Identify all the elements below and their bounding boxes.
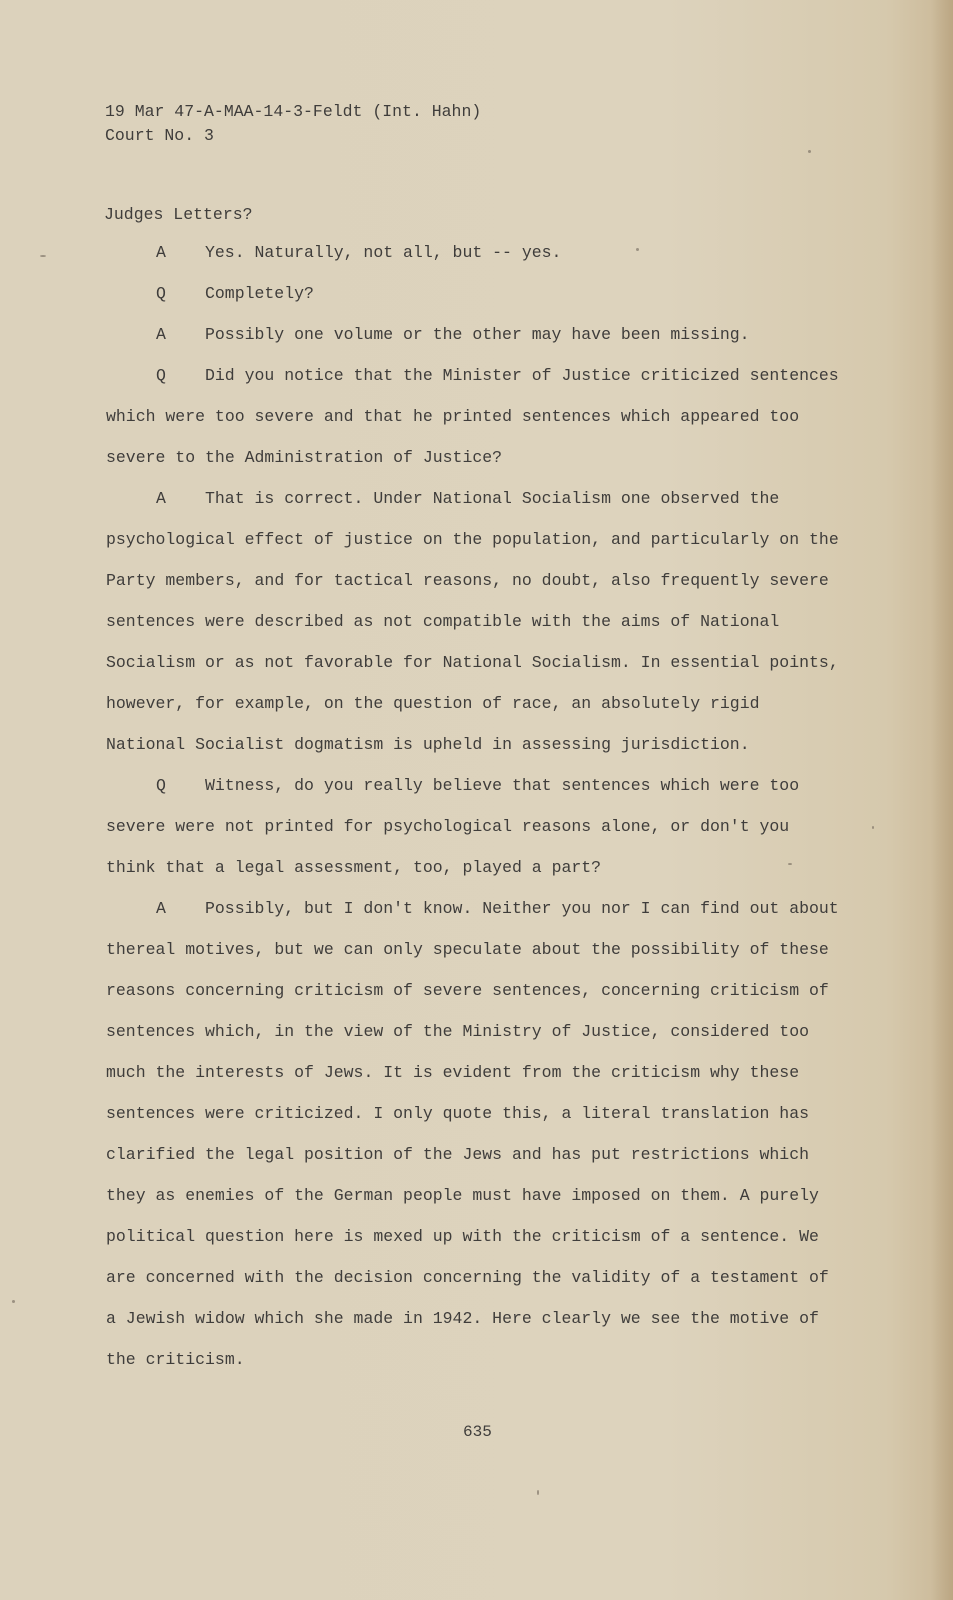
speaker-marker: Q bbox=[156, 284, 166, 303]
transcript-line: Socialism or as not favorable for National Socialism. In essential points, bbox=[106, 653, 839, 672]
header-court: Court No. 3 bbox=[105, 126, 214, 145]
page-edge-shadow bbox=[931, 0, 953, 1600]
speaker-marker: A bbox=[156, 243, 166, 262]
paper-speck bbox=[872, 826, 874, 829]
paper-speck bbox=[808, 150, 811, 153]
transcript-line: Witness, do you really believe that sentences which were too bbox=[205, 776, 800, 795]
transcript-line: they as enemies of the German people must have imposed on them. A purely bbox=[106, 1186, 819, 1205]
transcript-line: psychological effect of justice on the population, and particularly on the bbox=[106, 530, 839, 549]
transcript-line: National Socialist dogmatism is upheld in assessing jurisdiction. bbox=[106, 735, 750, 754]
speaker-marker: A bbox=[156, 325, 166, 344]
paper-speck bbox=[636, 248, 639, 251]
header-reference: 19 Mar 47-A-MAA-14-3-Feldt (Int. Hahn) bbox=[105, 102, 482, 121]
transcript-line: severe to the Administration of Justice? bbox=[106, 448, 503, 467]
transcript-line: political question here is mexed up with the criticism of a sentence. We bbox=[106, 1227, 819, 1246]
speaker-marker: A bbox=[156, 489, 166, 508]
transcript-line: think that a legal assessment, too, played a part? bbox=[106, 858, 602, 877]
paper-speck bbox=[40, 255, 46, 257]
document-header bbox=[105, 100, 481, 148]
transcript-line: Yes. Naturally, not all, but -- yes. bbox=[205, 243, 562, 262]
transcript-line: are concerned with the decision concerning the validity of a testament of bbox=[106, 1268, 829, 1287]
speaker-marker: Q bbox=[156, 776, 166, 795]
speaker-marker: A bbox=[156, 899, 166, 918]
paper-speck bbox=[788, 863, 792, 865]
transcript-line: severe were not printed for psychological reasons alone, or don't you bbox=[106, 817, 790, 836]
transcript-line: much the interests of Jews. It is evident from the criticism why these bbox=[106, 1063, 800, 1082]
paper-speck bbox=[537, 1490, 539, 1495]
transcript-line: Did you notice that the Minister of Justice criticized sentences bbox=[205, 366, 839, 385]
transcript-line: Completely? bbox=[205, 284, 314, 303]
transcript-line: clarified the legal position of the Jews and has put restrictions which bbox=[106, 1145, 810, 1164]
page-number: 635 bbox=[463, 1423, 492, 1441]
transcript-line: sentences were criticized. I only quote this, a literal translation has bbox=[106, 1104, 810, 1123]
transcript-line: a Jewish widow which she made in 1942. Here clearly we see the motive of bbox=[106, 1309, 819, 1328]
transcript-line: however, for example, on the question of race, an absolutely rigid bbox=[106, 694, 760, 713]
speaker-marker: Q bbox=[156, 366, 166, 385]
transcript-line: thereal motives, but we can only speculate about the possibility of these bbox=[106, 940, 829, 959]
transcript-line: the criticism. bbox=[106, 1350, 245, 1369]
intro-line: Judges Letters? bbox=[104, 205, 253, 224]
transcript-line: Possibly, but I don't know. Neither you nor I can find out about bbox=[205, 899, 839, 918]
transcript-line: Possibly one volume or the other may have been missing. bbox=[205, 325, 750, 344]
transcript-line: reasons concerning criticism of severe sentences, concerning criticism of bbox=[106, 981, 829, 1000]
transcript-line: sentences were described as not compatible with the aims of National bbox=[106, 612, 780, 631]
transcript-line: That is correct. Under National Socialism one observed the bbox=[205, 489, 780, 508]
paper-speck bbox=[12, 1300, 15, 1303]
transcript-line: which were too severe and that he printed sentences which appeared too bbox=[106, 407, 800, 426]
transcript-line: Party members, and for tactical reasons, no doubt, also frequently severe bbox=[106, 571, 829, 590]
transcript-line: sentences which, in the view of the Ministry of Justice, considered too bbox=[106, 1022, 810, 1041]
